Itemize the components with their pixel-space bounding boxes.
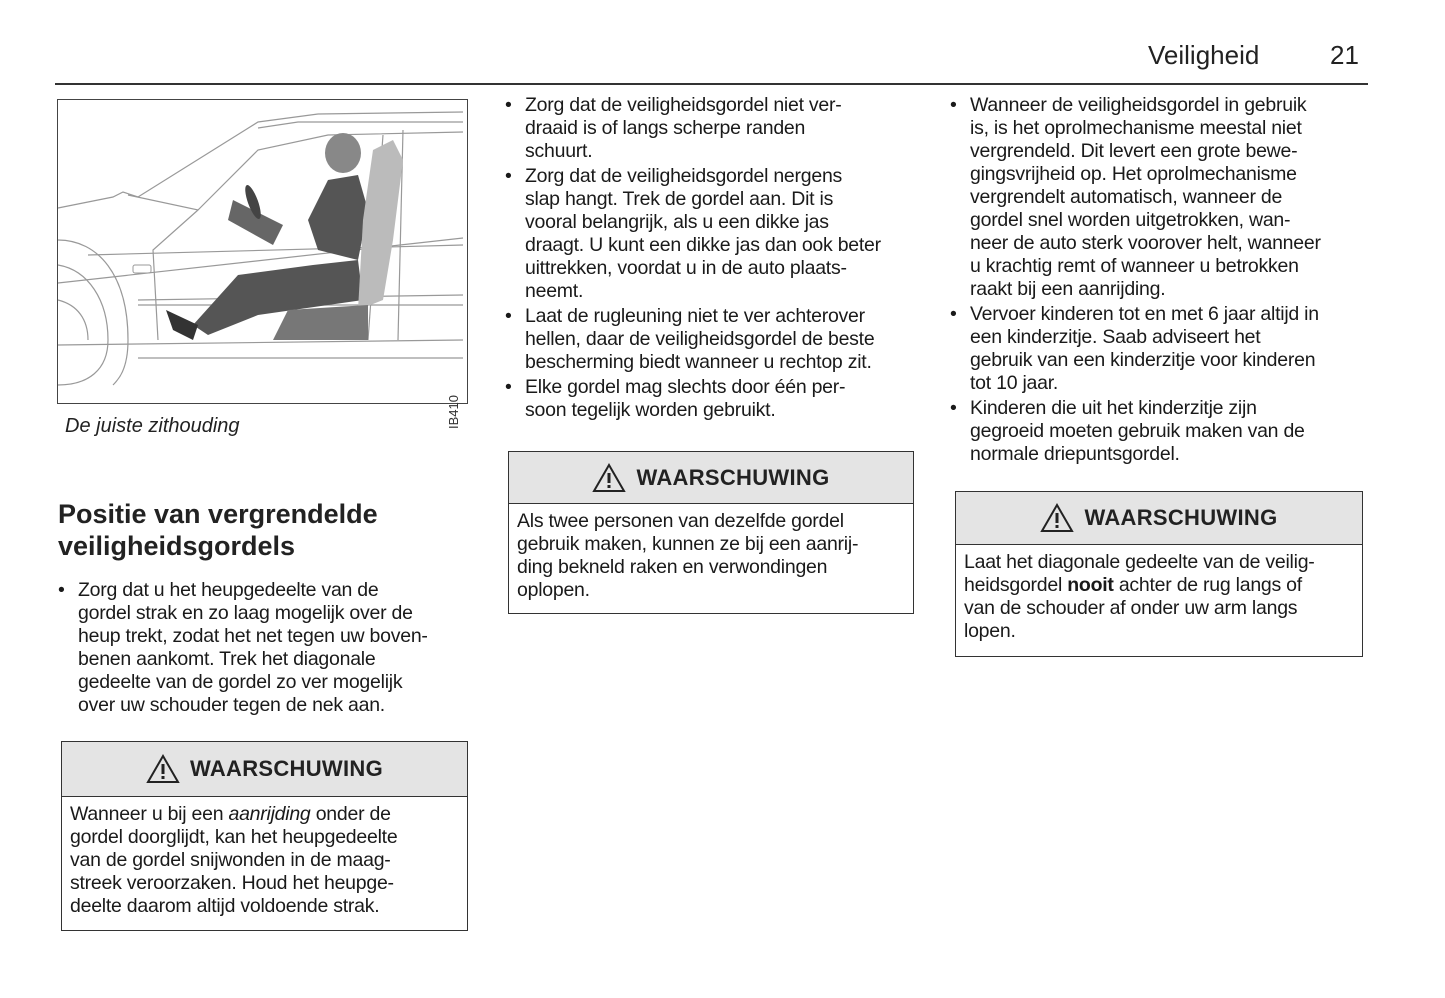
warning-text-part: onder de gordel doorglijdt, kan het heupgedeelte van de gordel snijwonden in de maag- streek veroorzaken. Houd het heupge- deelte daarom altijd voldoende strak. — [70, 803, 398, 917]
warning-text-part: Laat het diagonale gedeelte van de veilig- heidsgordel — [964, 551, 1315, 596]
bullet-item: • Zorg dat u het heupgedeelte van de gordel strak en zo laag mogelijk over de heup trekt, zodat het net tegen uw boven- benen aankomt. Trek het diagonale gedeelte van de gordel zo ver mogelijk over uw schouder tegen de nek aan. — [58, 579, 428, 717]
middle-bullet-list — [505, 94, 881, 422]
warning-text-part: achter de rug langs of van de schouder af onder uw arm langs lopen. — [964, 574, 1302, 642]
section-heading: Positie van vergrendelde veiligheidsgordels — [58, 499, 378, 561]
bullet-item: • Zorg dat de veiligheidsgordel niet ver- draaid is of langs scherpe randen schuurt. — [505, 94, 881, 163]
bullet-item: • Zorg dat de veiligheidsgordel nergens slap hangt. Trek de gordel aan. Dit is vooral belangrijk, als u een dikke jas draagt. U kunt een dikke jas dan ook beter uittrekken, voordat u in de auto plaats- neemt. — [505, 165, 881, 303]
warning-title: WAARSCHUWING — [636, 464, 830, 490]
warning-triangle-icon — [146, 754, 180, 784]
warning-box-diagonal-belt — [955, 491, 1363, 657]
bullet-item: • Wanneer de veiligheidsgordel in gebruik is, is het oprolmechanisme meestal niet vergrendeld. Dit levert een grote bewe- gingsvrijheid op. Het oprolmechanisme vergrendelt automatisch, wanneer de gordel snel worden uitgetrokken, wan- neer de auto sterk voorover helt, wanneer u krachtig remt of wanneer u betrokken raakt bij een aanrijding. — [950, 94, 1321, 301]
warning-text — [956, 545, 1362, 649]
warning-text-bold: nooit — [1067, 574, 1114, 596]
warning-header — [509, 452, 913, 504]
warning-header — [956, 492, 1362, 545]
bullet-item: • Elke gordel mag slechts door één per- soon tegelijk worden gebruikt. — [505, 376, 881, 422]
warning-box-two-persons — [508, 451, 914, 614]
warning-triangle-icon — [592, 463, 626, 493]
left-bullet-list — [58, 579, 428, 717]
bullet-item: • Vervoer kinderen tot en met 6 jaar altijd in een kinderzitje. Saab adviseert het gebruik van een kinderzitje voor kinderen tot 10 jaar. — [950, 303, 1321, 395]
warning-text-italic: aanrijding — [228, 803, 311, 825]
warning-text: Als twee personen van dezelfde gordel gebruik maken, kunnen ze bij een aanrij- ding bekneld raken en verwondingen oplopen. — [517, 510, 859, 601]
warning-text-part: Wanneer u bij een — [70, 803, 229, 825]
warning-box-lap-belt — [61, 741, 468, 931]
bullet-item: • Kinderen die uit het kinderzitje zijn gegroeid moeten gebruik maken van de normale driepuntsgordel. — [950, 397, 1321, 466]
section-title: Veiligheid — [1148, 40, 1260, 70]
bullet-item: • Laat de rugleuning niet te ver achterover hellen, daar de veiligheidsgordel de beste bescherming biedt wanneer u rechtop zit. — [505, 305, 881, 374]
warning-title: WAARSCHUWING — [189, 756, 384, 781]
car-seat-drawing — [58, 100, 469, 405]
warning-header — [62, 742, 467, 797]
right-bullet-list — [950, 94, 1321, 466]
header-rule — [55, 83, 1368, 85]
figure-code: IB410 — [446, 395, 461, 429]
warning-title: WAARSCHUWING — [1084, 505, 1278, 530]
figure-caption: De juiste zithouding — [65, 415, 240, 437]
page-number: 21 — [1330, 40, 1359, 70]
warning-triangle-icon — [1040, 503, 1074, 533]
warning-text — [62, 797, 467, 924]
